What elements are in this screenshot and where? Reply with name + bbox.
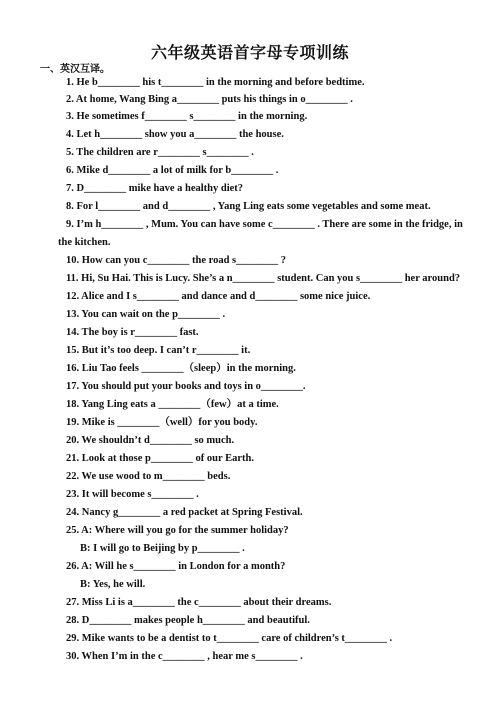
exercise-line: 17. You should put your books and toys in o________. (66, 381, 306, 392)
exercise-line: 7. D________ mike have a healthy diet? (66, 183, 244, 194)
exercise-line: 23. It will become s________ . (66, 489, 199, 500)
exercise-line: 2. At home, Wang Bing a________ puts his things in o________ . (66, 94, 353, 105)
exercise-line: 15. But it’s too deep. I can’t r________ it. (66, 345, 251, 356)
exercise-line: 19. Mike is ________（well）for you body. (66, 417, 258, 428)
exercise-line: 6. Mike d________ a lot of milk for b________ . (66, 165, 279, 176)
exercise-line: 5. The children are r________ s________ . (66, 147, 254, 158)
exercise-line: 13. You can wait on the p________ . (66, 309, 226, 320)
exercise-line: 21. Look at those p________ of our Earth. (66, 453, 254, 464)
exercise-line: 8. For l________ and d________ , Yang Ling eats some vegetables and some meat. (66, 201, 431, 212)
exercise-line-continued: the kitchen. (58, 237, 111, 248)
exercise-line: 10. How can you c________ the road s________ ? (66, 255, 287, 266)
exercise-line: 30. When I’m in the c________ , hear me s________ . (66, 651, 303, 662)
exercise-line: 11. Hi, Su Hai. This is Lucy. She’s a n________ student. Can you s________ her around? (66, 273, 461, 284)
exercise-line: 28. D________ makes people h________ and beautiful. (66, 615, 310, 626)
exercise-line: 20. We shouldn’t d________ so much. (66, 435, 235, 446)
exercise-line: 18. Yang Ling eats a ________（few）at a time. (66, 399, 279, 410)
exercise-answer-line: B: I will go to Beijing by p________ . (80, 543, 245, 554)
exercise-line: 16. Liu Tao feels ________（sleep）in the morning. (66, 363, 296, 374)
exercise-line: 25. A: Where will you go for the summer holiday? (66, 525, 289, 536)
exercise-line: 24. Nancy g________ a red packet at Spring Festival. (66, 507, 303, 518)
exercise-line: 22. We use wood to m________ beds. (66, 471, 231, 482)
exercise-line: 4. Let h________ show you a________ the house. (66, 129, 284, 140)
exercise-line: 1. He b________ his t________ in the morning and before bedtime. (66, 77, 365, 88)
exercise-line: 12. Alice and I s________ and dance and d________ some nice juice. (66, 291, 371, 302)
section-heading: 一、英汉互译。 (40, 64, 110, 75)
exercise-line: 3. He sometimes f________ s________ in the morning. (66, 111, 308, 122)
exercise-answer-line: B: Yes, he will. (80, 579, 146, 590)
exercise-line: 29. Mike wants to be a dentist to t________ care of children’s t________ . (66, 633, 393, 644)
exercise-line: 27. Miss Li is a________ the c________ about their dreams. (66, 597, 332, 608)
page-title: 六年级英语首字母专项训练 (150, 43, 349, 62)
exercise-line: 9. I’m h________ , Mum. You can have some c________ . There are some in the fridge, in (66, 219, 463, 230)
exercise-line: 14. The boy is r________ fast. (66, 327, 199, 338)
exercise-line: 26. A: Will he s________ in London for a month? (66, 561, 286, 572)
